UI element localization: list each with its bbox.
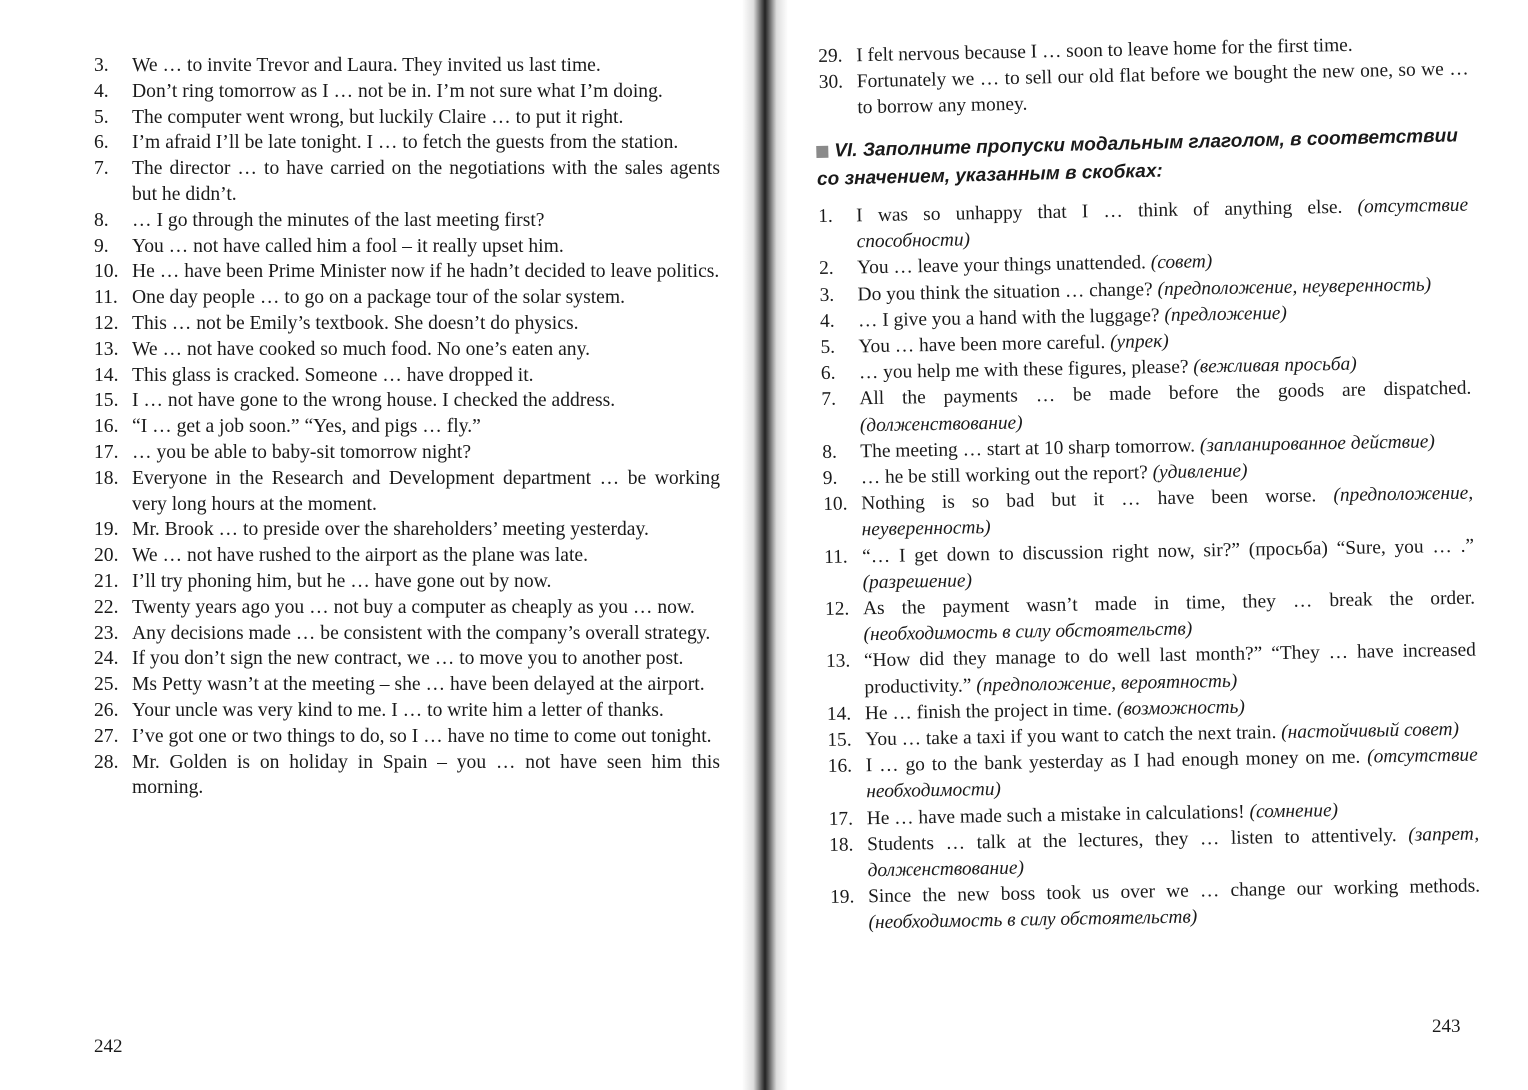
- item-number: 1.: [818, 205, 833, 227]
- item-number: 12.: [94, 312, 119, 334]
- exercise-item: [830, 874, 1481, 938]
- item-text: I’ll try phoning him, but he … have gone out by now.: [132, 570, 552, 592]
- item-text: … you be able to baby-sit tomorrow night?: [132, 441, 472, 463]
- item-number: 30.: [818, 71, 844, 94]
- item-number: 20.: [94, 545, 119, 567]
- page-number-left: 242: [94, 1036, 123, 1057]
- item-text: I felt nervous because I … soon to leave home for the first time.: [856, 34, 1353, 67]
- item-meaning-note: (долженствование): [859, 412, 1023, 436]
- item-meaning-note: (запланированное действие): [1199, 431, 1436, 457]
- item-text: Nothing is so bad but it … have been worse.: [861, 485, 1317, 515]
- item-number: 24.: [94, 648, 119, 670]
- item-text: You … leave your things unattended.: [856, 252, 1147, 279]
- item-number: 3.: [94, 55, 109, 76]
- item-text: He … finish the project in time.: [864, 698, 1113, 725]
- item-number: 3.: [819, 284, 835, 306]
- item-number: 8.: [822, 441, 838, 463]
- item-number: 17.: [828, 808, 854, 830]
- item-number: 18.: [94, 467, 119, 489]
- item-text: You … not have called him a fool – it really upset him.: [132, 235, 564, 257]
- item-text: He … have been Prime Minister now if he hadn’t decided to leave politics.: [132, 261, 720, 283]
- item-text: We … not have cooked so much food. No one’s eaten any.: [132, 338, 591, 360]
- item-text: I … go to the bank yesterday as I had enough money on me.: [865, 746, 1361, 777]
- exercise-item: [94, 156, 720, 208]
- item-meaning-note: (предположение, вероятность): [976, 670, 1238, 696]
- exercise-item: [94, 595, 720, 621]
- item-number: 11.: [823, 546, 848, 568]
- exercise-item: [94, 440, 720, 466]
- exercise-item: [94, 621, 720, 647]
- exercise-list-right: [818, 193, 1481, 938]
- exercise-item: [94, 208, 720, 234]
- item-text: … he be still working out the report?: [860, 462, 1148, 489]
- exercise-item: [94, 517, 720, 543]
- item-text: If you don’t sign the new contract, we … to move you to another post.: [132, 648, 684, 670]
- item-text: One day people … to go on a package tour of the solar system.: [132, 287, 625, 309]
- item-meaning-note: (разрешение): [862, 570, 973, 594]
- item-number: 18.: [829, 834, 854, 856]
- item-text: We … not have rushed to the airport as the plane was late.: [132, 545, 589, 567]
- item-meaning-note: (необходимость в силу обстоятельств): [863, 618, 1193, 646]
- exercise-item: [94, 698, 720, 724]
- item-number: 6.: [94, 132, 109, 154]
- item-text: I was so unhappy that I … think of anything else.: [856, 196, 1343, 227]
- item-number: 29.: [818, 45, 843, 67]
- exercise-heading-text: VI. Заполните пропуски модальным глаголом, в соответствии со значением, указанным в скобках:: [816, 125, 1459, 190]
- item-text: The director … to have carried on the negotiations with the sales agents but he didn’t.: [132, 158, 720, 205]
- item-number: 5.: [94, 106, 109, 128]
- item-text: … I give you a hand with the luggage?: [857, 304, 1160, 332]
- page-number-right: 243: [1432, 1016, 1461, 1037]
- exercise-item: [94, 79, 720, 105]
- item-meaning-note: (сомнение): [1249, 799, 1339, 823]
- item-text: Everyone in the Research and Development department … be working very long hours at the moment.: [132, 467, 720, 515]
- exercise-item: [94, 259, 720, 285]
- item-text: This glass is cracked. Someone … have dropped it.: [132, 364, 534, 386]
- item-text: Students … talk at the lectures, they … listen to attentively.: [867, 824, 1397, 856]
- item-text: You … have been more careful.: [858, 332, 1106, 358]
- item-meaning-note: (отсутствие способности): [856, 194, 1469, 253]
- item-meaning-note: (настойчивый совет): [1281, 718, 1460, 744]
- item-meaning-note: (совет): [1150, 251, 1213, 274]
- exercise-list-left: [94, 53, 720, 801]
- item-number: 13.: [94, 338, 119, 360]
- item-text: Ms Petty wasn’t at the meeting – she … have been delayed at the airport.: [132, 674, 705, 696]
- item-meaning-note: (предположение, неуверенность): [1157, 273, 1432, 300]
- item-meaning-note: (упрек): [1109, 330, 1169, 353]
- left-page: [0, 0, 740, 1090]
- item-number: 10.: [823, 493, 848, 516]
- item-number: 27.: [94, 725, 119, 747]
- item-text: The computer went wrong, but luckily Claire … to put it right.: [132, 106, 624, 128]
- item-meaning-note: (вежливая просьба): [1193, 353, 1357, 378]
- right-page: [790, 0, 1528, 1090]
- item-number: 25.: [94, 674, 119, 696]
- item-number: 15.: [827, 729, 852, 751]
- exercise-item: [94, 311, 720, 337]
- item-number: 19.: [829, 886, 855, 909]
- item-number: 9.: [94, 235, 109, 257]
- item-number: 17.: [94, 441, 119, 463]
- item-text: Twenty years ago you … not buy a computer as cheaply as you … now.: [132, 596, 695, 618]
- item-text: Your uncle was very kind to me. I … to write him a letter of thanks.: [132, 699, 664, 721]
- item-text: “How did they manage to do well last month?” “They … have increased productivity.”: [863, 640, 1477, 698]
- item-text: Fortunately we … to sell our old flat before we bought the new one, so we … to borrow any money.: [856, 58, 1469, 119]
- book-spine: [742, 0, 788, 1090]
- item-text: He … have made such a mistake in calculations!: [866, 801, 1245, 829]
- item-number: 19.: [94, 519, 119, 541]
- item-text: Do you think the situation … change?: [857, 278, 1153, 305]
- exercise-item: [94, 466, 720, 518]
- item-number: 12.: [824, 598, 850, 620]
- item-text: The meeting … start at 10 sharp tomorrow.: [860, 435, 1196, 463]
- item-number: 4.: [819, 310, 835, 332]
- exercise-item: [94, 130, 720, 156]
- item-meaning-note: (запрет, долженствование): [867, 823, 1480, 882]
- item-number: 7.: [94, 158, 109, 180]
- exercise-item: [94, 414, 720, 440]
- item-text: I’ve got one or two things to do, so I … have no time to come out tonight.: [132, 725, 712, 747]
- item-text: We … to invite Trevor and Laura. They invited us last time.: [132, 55, 601, 76]
- item-number: 23.: [94, 622, 119, 644]
- item-number: 5.: [820, 336, 836, 358]
- item-number: 22.: [94, 596, 119, 618]
- item-meaning-note: (необходимость в силу обстоятельств): [868, 906, 1198, 934]
- exercise-item: [94, 646, 720, 672]
- item-text: “I … get a job soon.” “Yes, and pigs … fly.”: [132, 416, 481, 438]
- item-number: 7.: [821, 389, 837, 411]
- exercise-item: [94, 724, 720, 750]
- exercise-marker-icon: [816, 146, 828, 158]
- exercise-item: [94, 388, 720, 414]
- exercise-heading: [816, 122, 1467, 194]
- exercise-item: [94, 672, 720, 698]
- item-number: 26.: [94, 699, 119, 721]
- item-text: … I go through the minutes of the last meeting first?: [132, 209, 545, 231]
- item-text: Don’t ring tomorrow as I … not be in. I’m not sure what I’m doing.: [132, 80, 663, 102]
- item-text: I’m afraid I’ll be late tonight. I … to fetch the guests from the station.: [132, 132, 679, 154]
- item-number: 11.: [94, 287, 118, 309]
- exercise-item: [94, 750, 720, 802]
- exercise-item: [94, 53, 720, 79]
- item-meaning-note: (предложение): [1164, 302, 1288, 326]
- exercise-item: [94, 234, 720, 260]
- exercise-item: [94, 363, 720, 389]
- item-number: 14.: [94, 364, 119, 386]
- item-text: “… I get down to discussion right now, sir?” (просьба) “Sure, you … .”: [861, 535, 1475, 567]
- item-number: 13.: [825, 650, 851, 673]
- item-text: … you help me with these figures, please?: [858, 356, 1189, 384]
- item-number: 14.: [826, 703, 852, 725]
- item-text: Mr. Golden is on holiday in Spain – you … not have seen him this morning.: [132, 751, 720, 799]
- item-meaning-note: (предположение, неуверенность): [861, 482, 1474, 541]
- item-number: 8.: [94, 209, 109, 231]
- item-number: 4.: [94, 80, 109, 102]
- exercise-item: [94, 337, 720, 363]
- exercise-item: [94, 285, 720, 311]
- item-number: 10.: [94, 261, 119, 283]
- item-number: 16.: [94, 416, 119, 438]
- item-text: As the payment wasn’t made in time, they … break the order.: [862, 587, 1476, 620]
- item-number: 2.: [818, 258, 834, 280]
- item-text: Since the new boss took us over we … change our working methods.: [867, 875, 1481, 908]
- item-meaning-note: (удивление): [1152, 460, 1248, 484]
- exercise-item: [94, 543, 720, 569]
- item-meaning-note: (отсутствие необходимости): [866, 744, 1478, 803]
- item-number: 9.: [822, 467, 838, 489]
- item-number: 16.: [827, 755, 853, 778]
- item-text: All the payments … be made before the goods are dispatched.: [859, 378, 1472, 410]
- item-number: 6.: [820, 362, 836, 385]
- item-text: Mr. Brook … to preside over the shareholders’ meeting yesterday.: [132, 519, 649, 541]
- item-number: 21.: [94, 570, 119, 592]
- exercise-list-right-continued: [818, 30, 1470, 122]
- item-text: This … not be Emily’s textbook. She doesn’t do physics.: [132, 312, 579, 334]
- exercise-item: [94, 569, 720, 595]
- item-text: I … not have gone to the wrong house. I checked the address.: [132, 390, 616, 412]
- item-text: You … take a taxi if you want to catch the next train.: [865, 722, 1277, 751]
- item-meaning-note: (возможность): [1116, 696, 1246, 720]
- item-number: 15.: [94, 390, 119, 412]
- item-text: Any decisions made … be consistent with the company’s overall strategy.: [132, 622, 711, 644]
- item-number: 28.: [94, 751, 119, 773]
- exercise-item: [94, 105, 720, 131]
